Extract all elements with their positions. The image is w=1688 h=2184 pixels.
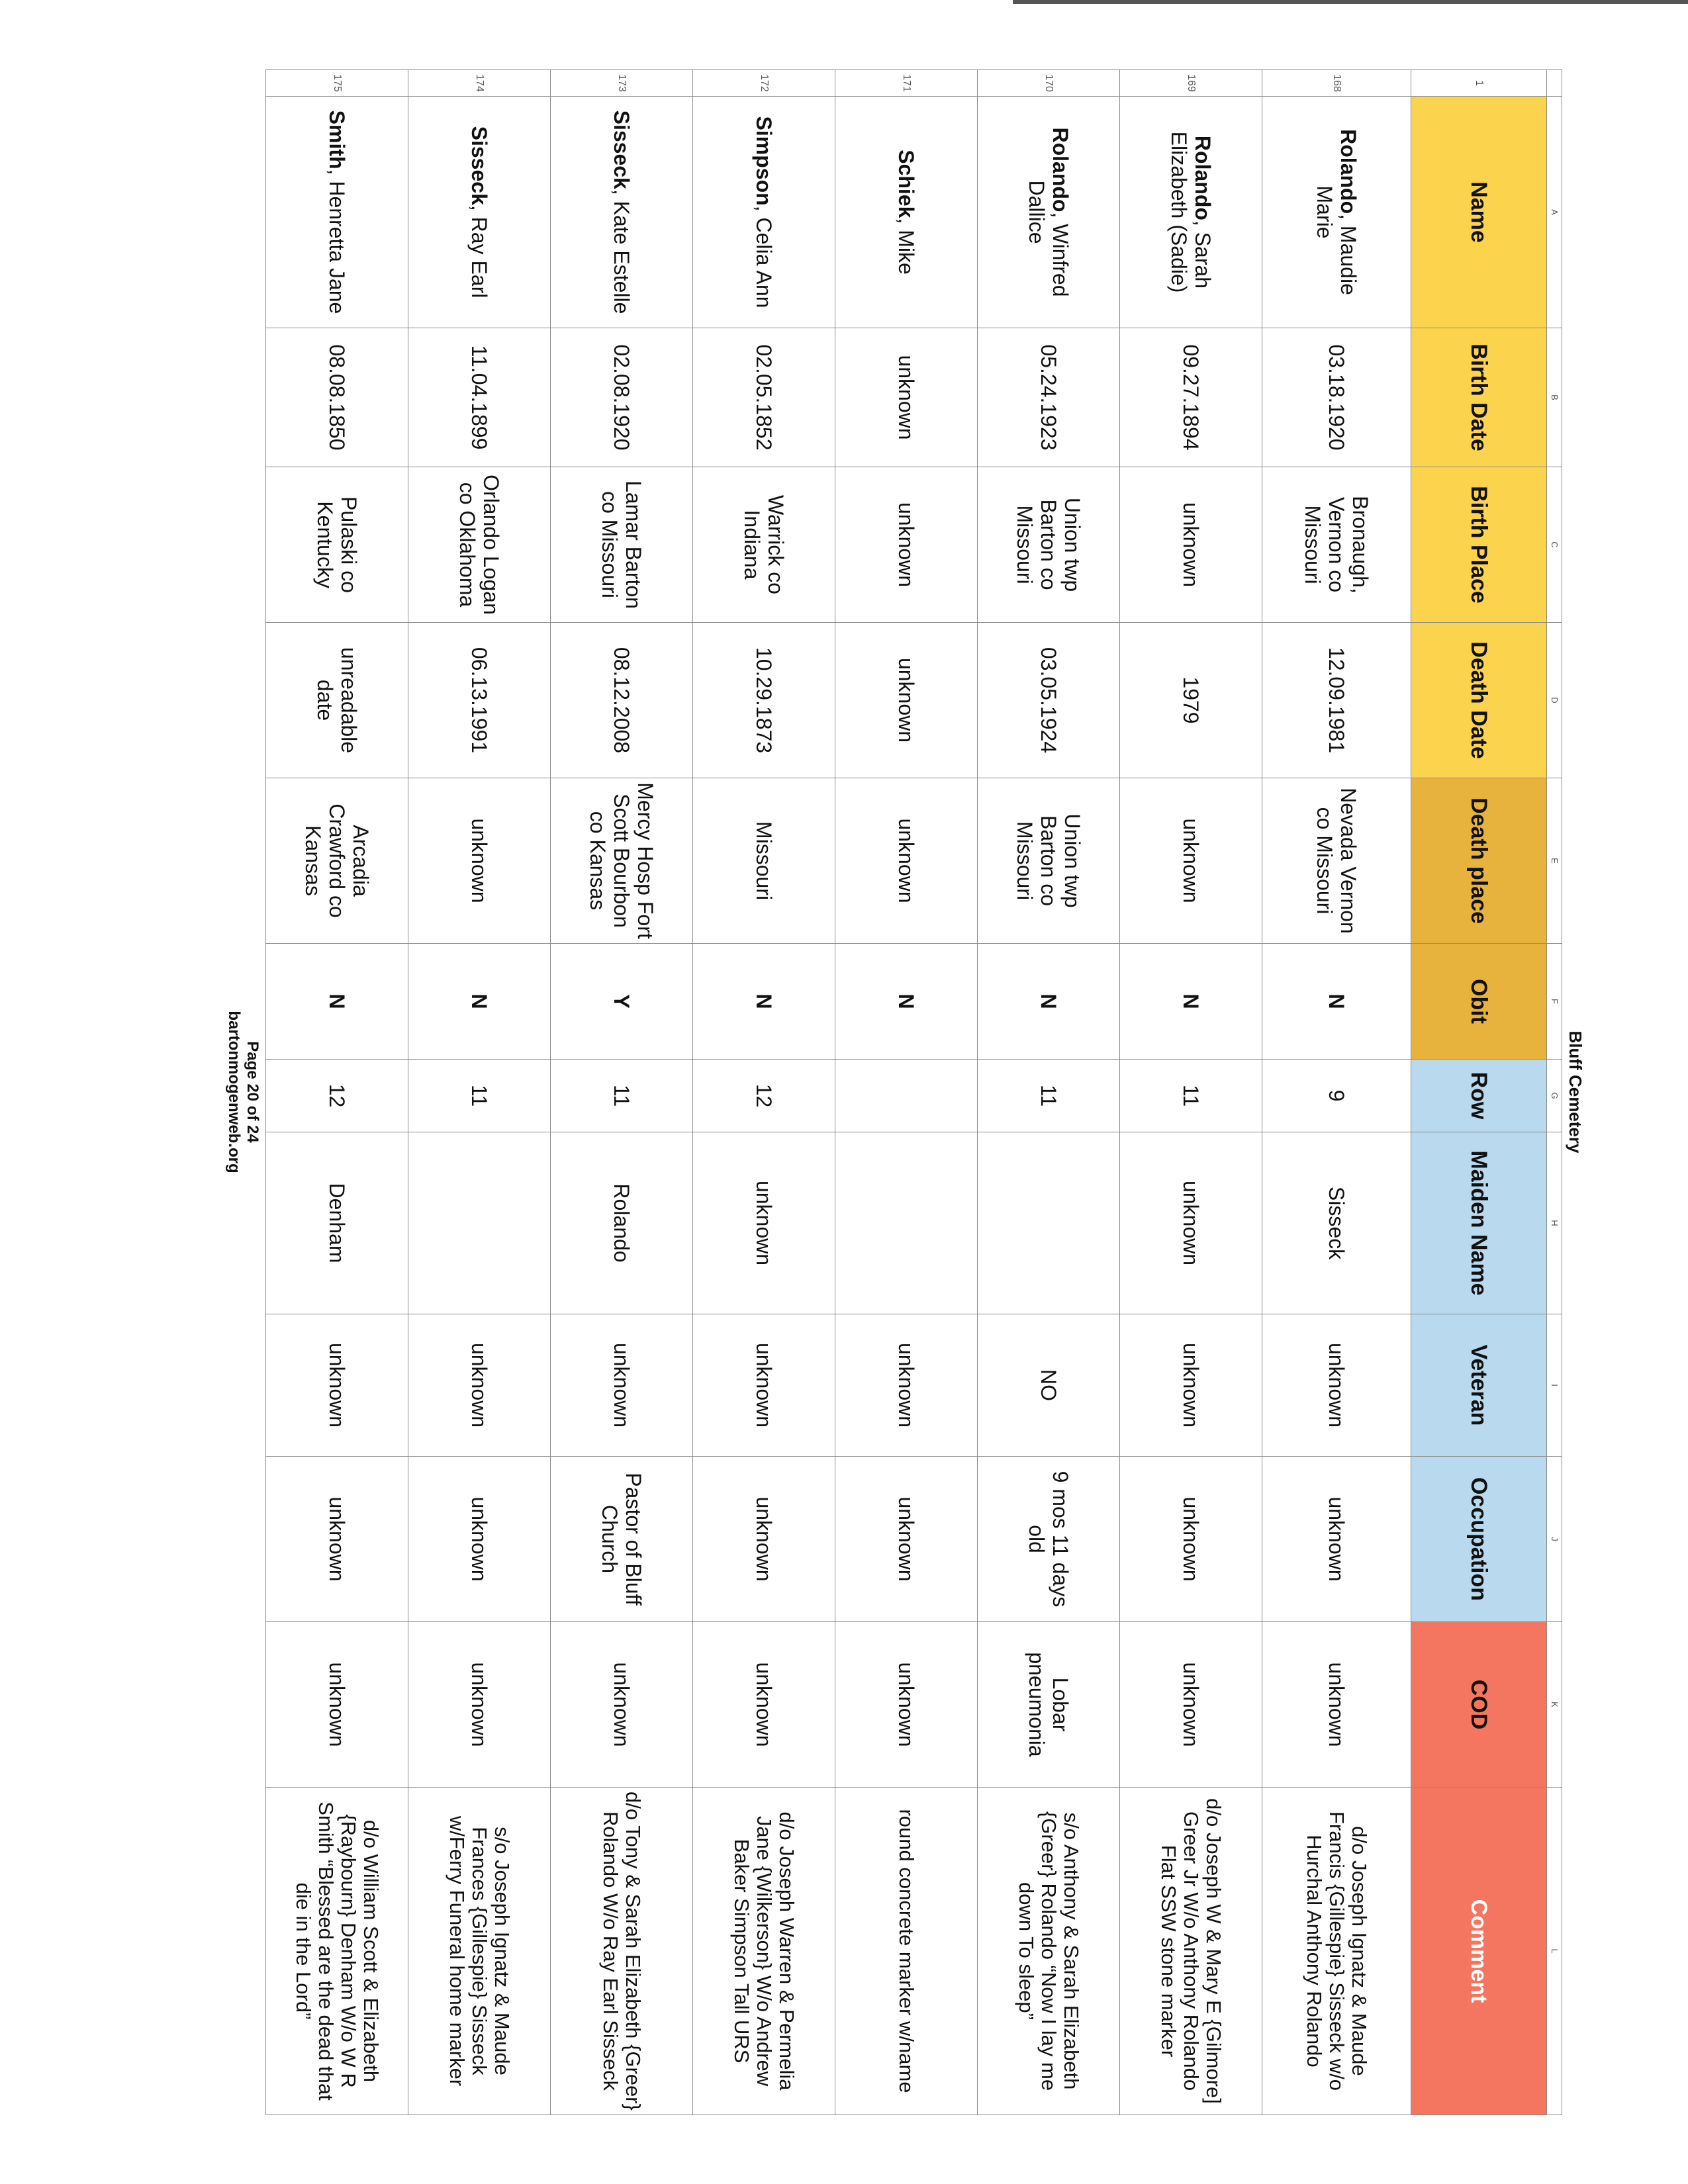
given-names: , Maudie Marie [1313,185,1360,295]
death-place-cell: Arcadia Crawford co Kansas [266,778,408,944]
column-letter: I [1547,1314,1562,1457]
birth-place-cell: Pulaski co Kentucky [266,467,408,623]
birth-date-cell: 02.08.1920 [551,328,693,467]
occupation-cell: unknown [1262,1457,1411,1622]
birth-place-cell: unknown [1120,467,1262,623]
veteran-cell: unknown [551,1314,693,1457]
column-header: Death place [1411,778,1547,944]
death-place-cell: Nevada Vernon co Missouri [1262,778,1411,944]
table-row [408,70,551,2115]
birth-date-cell: unknown [835,328,978,467]
cod-cell: unknown [1262,1622,1411,1788]
row-number: 170 [978,70,1120,97]
cod-cell: unknown [835,1622,978,1788]
column-letter [1547,70,1562,97]
rotated-page [225,69,1585,2115]
veteran-cell: unknown [266,1314,408,1457]
obit-cell: N [978,944,1120,1060]
row-cell: 12 [693,1060,835,1132]
death-place-cell: Mercy Hosp Fort Scott Bourbon co Kansas [551,778,693,944]
column-header: Obit [1411,944,1547,1060]
cod-cell: unknown [408,1622,551,1788]
column-letter: G [1547,1060,1562,1132]
given-names: , Kate Estelle [610,189,633,314]
row-number: 168 [1262,70,1411,97]
column-letter: K [1547,1622,1562,1788]
maiden-cell: Sisseck [1262,1132,1411,1314]
column-letter: F [1547,944,1562,1060]
death-place-cell: unknown [408,778,551,944]
table-row [1262,70,1411,2115]
cod-cell: unknown [1120,1622,1262,1788]
veteran-cell: unknown [835,1314,978,1457]
name-cell [408,97,551,328]
surname: Sisseck [610,110,633,189]
death-date-cell: 12.09.1981 [1262,623,1411,778]
maiden-cell: Denham [266,1132,408,1314]
occupation-cell: 9 mos 11 days old [978,1457,1120,1622]
death-date-cell: unknown [835,623,978,778]
birth-date-cell: 05.24.1923 [978,328,1120,467]
surname: Simpson [752,116,776,206]
occupation-cell: Pastor of Bluff Church [551,1457,693,1622]
surname: Rolando [1191,135,1215,220]
comment-cell: d/o Tony & Sarah Elizabeth {Greer} Rolando W/o Ray Earl Sisseck [551,1788,693,2115]
birth-date-cell: 03.18.1920 [1262,328,1411,467]
occupation-cell: unknown [693,1457,835,1622]
veteran-cell: unknown [408,1314,551,1457]
name-cell [1262,97,1411,328]
veteran-cell: unknown [693,1314,835,1457]
surname: Rolando [1336,129,1360,214]
maiden-cell: unknown [1120,1132,1262,1314]
column-header: COD [1411,1622,1547,1788]
row-cell: 11 [551,1060,693,1132]
column-header: Maiden Name [1411,1132,1547,1314]
page-title: Bluff Cemetery [1566,1030,1585,1154]
name-cell [266,97,408,328]
cod-cell: Lobar pneumonia [978,1622,1120,1788]
occupation-cell: unknown [266,1457,408,1622]
header-row-number: 1 [1411,70,1547,97]
birth-place-cell: Union twp Barton co Missouri [978,467,1120,623]
name-cell [1120,97,1262,328]
death-place-cell: unknown [1120,778,1262,944]
obit-cell: N [408,944,551,1060]
comment-cell: s/o Joseph Ignatz & Maude Frances {Gillespie} Sisseck w/Ferry Funeral home marker [408,1788,551,2115]
surname: Sisseck [467,126,491,205]
comment-cell: d/o Joseph W & Mary E {Gilmore] Greer Jr W/o Anthony Rolando Flat SSW stone marker [1120,1788,1262,2115]
comment-cell: d/o Joseph Ignatz & Maude Francis {Gillespie} Sisseck w/o Hurchal Anthony Rolando [1262,1788,1411,2115]
row-number: 171 [835,70,978,97]
column-letter: C [1547,467,1562,623]
birth-place-cell: unknown [835,467,978,623]
veteran-cell: unknown [1120,1314,1262,1457]
row-cell: 9 [1262,1060,1411,1132]
column-letter: L [1547,1788,1562,2115]
cod-cell: unknown [266,1622,408,1788]
maiden-cell: unknown [693,1132,835,1314]
given-names: , Sarah Elizabeth (Sadie) [1167,131,1215,293]
column-letter: E [1547,778,1562,944]
site-name: bartonmogenweb.org [225,1011,243,1173]
death-date-cell: 06.13.1991 [408,623,551,778]
comment-cell: d/o William Scott & Elizabeth {Raybourn} Denham W/o W R Smith “Blessed are the dead that die in the Lord” [266,1788,408,2115]
table-row [978,70,1120,2115]
table-row [693,70,835,2115]
page-number: Page 20 of 24 [244,1041,261,1143]
birth-place-cell: Orlando Logan co Oklahoma [408,467,551,623]
column-header: Veteran [1411,1314,1547,1457]
birth-date-cell: 09.27.1894 [1120,328,1262,467]
column-header: Birth Place [1411,467,1547,623]
column-letter: H [1547,1132,1562,1314]
birth-date-cell: 02.05.1852 [693,328,835,467]
obit-cell: N [1262,944,1411,1060]
row-cell [835,1060,978,1132]
death-date-cell: 03.05.1924 [978,623,1120,778]
maiden-cell [835,1132,978,1314]
birth-place-cell: Lamar Barton co Missouri [551,467,693,623]
given-names: , Henretta Jane [325,169,349,314]
column-letter: B [1547,328,1562,467]
comment-cell: round concrete marker w/name [835,1788,978,2115]
maiden-cell [978,1132,1120,1314]
veteran-cell: unknown [1262,1314,1411,1457]
given-names: , Winfred Dallice [1025,180,1072,297]
column-header: Occupation [1411,1457,1547,1622]
column-header: Row [1411,1060,1547,1132]
birth-date-cell: 11.04.1899 [408,328,551,467]
given-names: , Ray Earl [467,205,491,298]
page-footer [224,69,261,2115]
name-cell [835,97,978,328]
name-cell [551,97,693,328]
row-number: 169 [1120,70,1262,97]
row-cell: 11 [408,1060,551,1132]
occupation-cell: unknown [1120,1457,1262,1622]
row-number: 174 [408,70,551,97]
birth-place-cell: Bronaugh, Vernon co Missouri [1262,467,1411,623]
table-row [551,70,693,2115]
header-row [1411,70,1547,2115]
column-header: Name [1411,97,1547,328]
birth-place-cell: Warrick co Indiana [693,467,835,623]
column-header: Comment [1411,1788,1547,2115]
death-place-cell: Union twp Barton co Missouri [978,778,1120,944]
birth-date-cell: 08.08.1850 [266,328,408,467]
table-row [835,70,978,2115]
cod-cell: unknown [693,1622,835,1788]
death-place-cell: Missouri [693,778,835,944]
maiden-cell: Rolando [551,1132,693,1314]
name-cell [978,97,1120,328]
comment-cell: s/o Anthony & Sarah Elizabeth {Greer} Rolando “Now I lay me down To sleep” [978,1788,1120,2115]
top-edge-line [1013,0,1688,4]
given-names: , Mike [894,218,918,275]
row-number: 173 [551,70,693,97]
occupation-cell: unknown [408,1457,551,1622]
occupation-cell: unknown [835,1457,978,1622]
death-date-cell: 1979 [1120,623,1262,778]
death-date-cell: 08.12.2008 [551,623,693,778]
row-cell: 11 [978,1060,1120,1132]
comment-cell: d/o Joseph Warren & Permelia Jane {Wilkerson} W/o Andrew Baker Simpson Tall URS [693,1788,835,2115]
column-letter: A [1547,97,1562,328]
death-date-cell: unreadable date [266,623,408,778]
row-cell: 12 [266,1060,408,1132]
death-date-cell: 10.29.1873 [693,623,835,778]
table-row [266,70,408,2115]
row-number: 175 [266,70,408,97]
column-header: Birth Date [1411,328,1547,467]
obit-cell: N [693,944,835,1060]
death-place-cell: unknown [835,778,978,944]
given-names: , Celia Ann [752,205,776,308]
column-header: Death Date [1411,623,1547,778]
surname: Schiek [894,150,918,218]
surname: Rolando [1049,127,1072,212]
row-number: 172 [693,70,835,97]
obit-cell: N [835,944,978,1060]
column-letter: D [1547,623,1562,778]
surname: Smith [325,110,349,169]
table-row [1120,70,1262,2115]
cod-cell: unknown [551,1622,693,1788]
cemetery-table [265,69,1562,2115]
obit-cell: N [266,944,408,1060]
name-cell [693,97,835,328]
maiden-cell [408,1132,551,1314]
row-cell: 11 [1120,1060,1262,1132]
obit-cell: Y [551,944,693,1060]
veteran-cell: NO [978,1314,1120,1457]
column-letter: J [1547,1457,1562,1622]
column-letter-row [1547,70,1562,2115]
obit-cell: N [1120,944,1262,1060]
